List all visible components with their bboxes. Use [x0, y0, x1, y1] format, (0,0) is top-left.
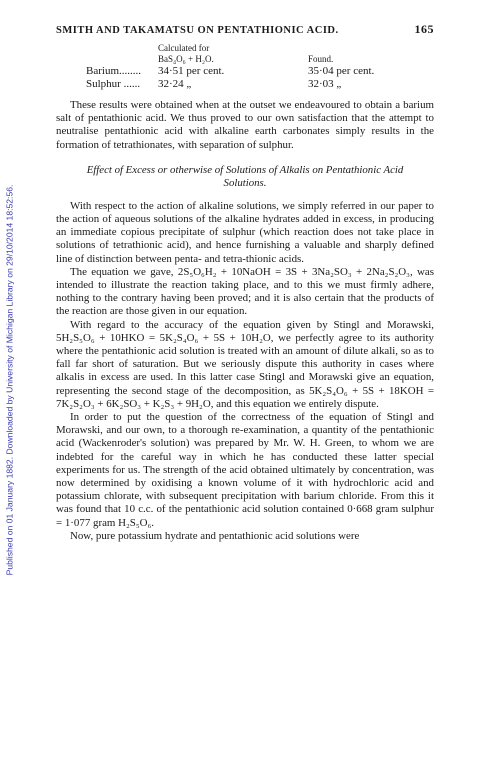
- page-number: 165: [414, 22, 434, 36]
- section-title: Effect of Excess or otherwise of Solutions of Alkalis on Pentathionic Acid Solutions.: [86, 163, 404, 189]
- download-stamp-text: Published on 01 January 1882. Downloaded by University of Michigan Library on 29/10/2014 18:52:56.: [4, 184, 15, 576]
- table-row: [86, 78, 434, 91]
- paragraph-6: Now, pure potassium hydrate and pentathionic acid solutions were: [70, 529, 360, 542]
- results-header-row-1: [86, 43, 434, 54]
- table-row: [86, 65, 434, 78]
- paragraph-1: These results were obtained when at the outset we endeavoured to obtain a barium salt of pentathionic acid. We thus proved to our own satisfaction that the attempt to neutralise pentathionic acid with alkaline earth carbonates simply results in the formation of tetrathionates, with separation of sulphur.: [56, 99, 434, 151]
- download-stamp: [2, 40, 16, 720]
- row-calculated: 32·24 „: [158, 78, 192, 90]
- calculated-formula: BaS₄O₆ + H₂O.: [158, 54, 214, 64]
- running-head: [56, 22, 434, 37]
- calculated-header: Calculated for: [158, 43, 210, 53]
- results-header-row-2: [86, 54, 434, 65]
- paragraph-5: In order to put the question of the correctness of the equation of Stingl and Morawski, and our own, to a thorough re-examination, a quantity of the pentathionic acid (Wackenroder's solution) was prepared by Mr. W. H. Green, to whom we are indebted for the careful way in which he has conducted these latter special experiments for us. The strength of the acid obtained ultimately by concentration, was now determined by oxidising a known volume of it with hydrochloric acid and potassium chlorate, with subsequent precipitation with barium chloride. From this it was found that 10 c.c. of the pentathionic acid solution contained 0·668 gram sulphur = 1·077 gram H₂S₅O₆.: [56, 411, 434, 529]
- running-head-title: SMITH AND TAKAMATSU ON PENTATHIONIC ACID.: [56, 25, 339, 36]
- journal-page: [56, 22, 434, 543]
- row-label: Sulphur ......: [86, 78, 141, 90]
- row-found: 32·03 „: [308, 78, 342, 90]
- row-found: 35·04 per cent.: [308, 65, 375, 77]
- found-header: Found.: [308, 54, 334, 64]
- paragraph-2: With respect to the action of alkaline solutions, we simply referred in our paper to the action of aqueous solutions of the alkaline hydrates added in excess, in producing an immediate copious precipitate of sulphur (which reaction does not take place in solutions of tetrathionic acid), and hence furnishing a valuable and sharply defined line of distinction between penta- and tetra-thionic acids.: [56, 199, 434, 265]
- paragraph-3: The equation we gave, 2S₅O₆H₂ + 10NaOH = 3S + 3Na₂SO₃ + 2Na₂S₂O₃, was intended to illustrate the reaction taking place, and to this we must firmly adhere, nothing to the contrary having been proved; and it is also certain that the products of the reaction are those given in our equation.: [56, 265, 434, 318]
- row-calculated: 34·51 per cent.: [158, 65, 225, 77]
- row-label: Barium........: [86, 65, 141, 77]
- paragraph-4: With regard to the accuracy of the equation given by Stingl and Morawski, 5H₂S₅O₆ + 10HKO = 5K₂S₄O₆ + 5S + 10H₂O, we perfectly agree to its authority where the pentathionic acid solution is treated with an amount of dilute alkali, so as to fall far short of saturation. But we seriously dispute this authority in cases where alkalis in excess are used. In this latter case Stingl and Morawski give an equation, representing the second stage of the decomposition, as 5K₂S₄O₆ + 5S + 18KOH = 7K₂S₂O₃ + 6K₂SO₃ + K₂S₃ + 9H₂O, and this equation we entirely dispute.: [56, 318, 434, 410]
- results-table: [86, 43, 434, 91]
